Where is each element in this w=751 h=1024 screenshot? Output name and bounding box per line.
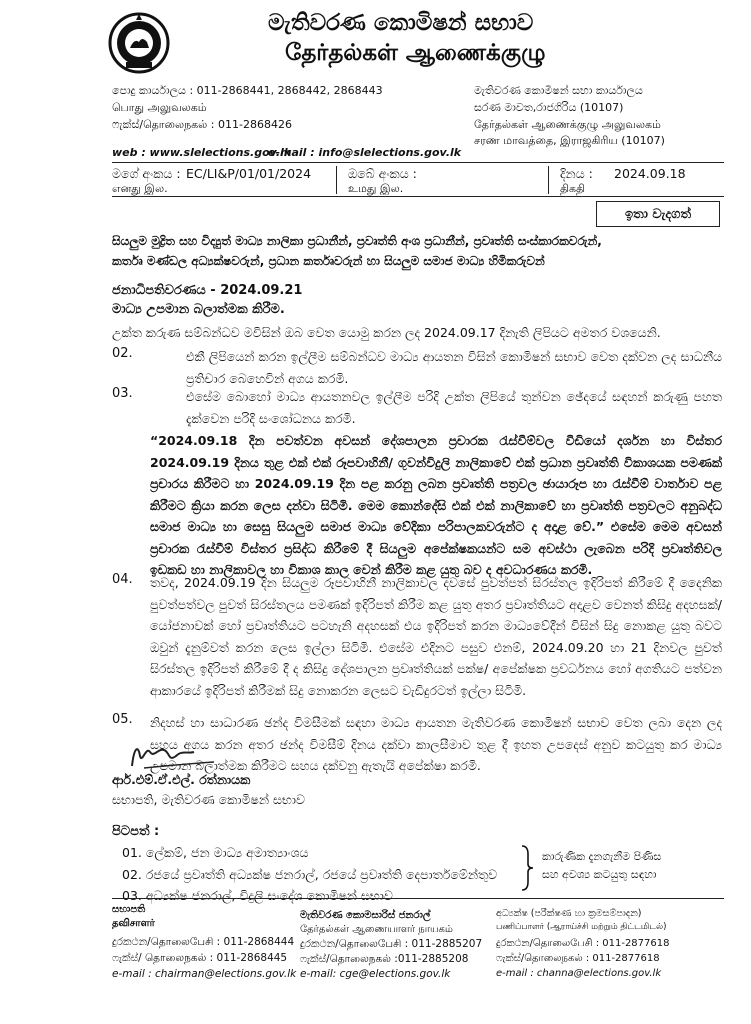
footer-chairman-title-tamil: தவிசாளர் (112, 918, 155, 929)
footer-chairman-email: e-mail : chairman@elections.gov.lk (112, 968, 297, 980)
handwritten-signature (124, 738, 244, 772)
website: web : www.slelections.gov.lk (112, 146, 292, 159)
general-office-phone: පොදු කාර්යාලය : 011-2868441, 2868442, 2868443 (112, 84, 383, 97)
signatory-title: සභාපති, මැතිවරණ කොමිෂන් සභාව (112, 792, 305, 807)
footer-director-email: e-mail : channa@elections.gov.lk (496, 968, 662, 979)
important-badge: ඉතා වැදගත් (596, 201, 720, 227)
copies-note-line-2: සහ අවශ්‍ය කටයුතු සඳහා (542, 868, 657, 881)
list-item: 02. රජයේ ප්‍රවෘත්ති අධ්‍යක්ෂ ජනරාල්, රජයේ ප්‍රවෘත්ති දෙපාර්තමේන්තුව (122, 866, 498, 882)
copies-list (122, 842, 497, 907)
footer-cge-email: e-mail: cge@elections.gov.lk (300, 968, 451, 980)
email: e-mail : info@slelections.gov.lk (268, 146, 462, 159)
org-title-sinhala: මැතිවරණ කොමිෂන් සභාව (268, 10, 534, 36)
your-no-label: ඔබේ අංකය : (348, 166, 417, 181)
para-04-text: තවද, 2024.09.19 දින සියලුම රූපවාහිනී නාලිකාවල දවසේ පුවත්පත් සිරස්තල ඉදිරිපත් කිරීමේ දී දෛනික පුවත්පත්වල පුවත් සිරස්තලය පමණක් ඉදිරිපත් කිරීම කළ යුතු අතර ප්‍රවෘත්තියට අදාළව වෙනත් කිසිදු අදහසක්/ යෝජනාවක් හෝ ප්‍රවෘත්තියට පටහැනි අදහසක් එය ඉදිරිපත් කරන මාධ්‍යවේදීන් විසින් සිදු නොකළ යුතු බවට ඔවුන් දැනුම්වත් කරන ලෙස ඉල්ලා සිටිමි. එසේම එදිනට පසුව එනම්, 2024.09.20 හා 21 දිනවල පුවත් සිරස්තල ඉදිරිපත් කිරීමේ දී ද කිසිදු දේශපාලන ප්‍රවෘත්තියක් පක්ෂ/ අපේක්ෂක ප්‍රවර්ධනය හෝ අගතියට පත්වන ආකාරයේ ඉදිරිපත් කිරීමක් සිදු නොකරන ලෙසට වැඩිදුරටත් ඉල්ලා සිටිමි. (150, 575, 722, 698)
footer-cge-title-tamil: தேர்தல்கள் ஆணையாளர் நாயகம் (300, 924, 453, 935)
quoted-paragraph: “2024.09.18 දින පවත්වන අවසන් දේශපාලන ප්‍රචාරක රැස්වීම්වල වීඩියෝ දර්ශන හා විස්තර 2024.09.19 දිනය තුළ එක් එක් රූපවාහිනී/ ගුවන්විදුලි නාලිකාවේ එක් ප්‍රධාන ප්‍රවෘත්ති විකාශයක පමණක් ප්‍රචාරය කිරීමට හා 2024.09.19 දින පළ කරනු ලබන ප්‍රවෘත්ති පත්‍රවල ඡායාරූප හා රැස්වීම් වාර්තාව පළ කිරීමට ක්‍රියා කරන ලෙස දන්වා සිටිමි. මෙම කොන්දේසි එක් එක් නාලිකාවේ හා ප්‍රවෘත්ති පත්‍රවලට අනුබද්ධ සමාජ මාධ්‍ය හා සෙසු සියලුම සමාජ මාධ්‍ය වේදිකා පරිපාලකවරුන්ට ද අදාළ වේ.” එසේම මෙම අවසන් ප්‍රචාරක රැස්වීම් විස්තර ප්‍රසිද්ධ කිරීමේ දී සියලුම අපේක්ෂකයන්ට සම අවස්ථා ලැබෙන පරිදි ප්‍රවෘත්තිවල ඉඩකඩ හා නාලිකාවල හා විකාශ කාල වෙන් කිරීම කළ යුතු බව ද අවධාරණය කරමි. (150, 433, 722, 577)
footer-rule (112, 898, 724, 899)
my-no-tamil: எனது இல. (112, 182, 168, 195)
sri-lanka-emblem-icon (108, 12, 170, 74)
office-address-tamil: சரண மாவத்தை, இராஜகிரிய (10107) (474, 134, 665, 147)
office-name-sinhala: මැතිවරණ කොමිෂන් සභා කාර්යාලය (474, 84, 643, 97)
para-05-number: 05. (112, 712, 133, 727)
para-02-text: එකී ලිපියෙන් කරන ඉල්ලීම සම්බන්ධව මාධ්‍ය ආයතන විසින් කොමිෂන් සභාව වෙත දක්වන ලද සාධනීය ප්‍රතිචාර බෙහෙවින් අගය කරමි. (186, 349, 722, 386)
list-item: 03. අධ්‍යක්ෂ ජනරාල්, විදුලි සංදේශ කොමිෂන් සභාව (122, 888, 393, 903)
ref-divider (336, 166, 337, 194)
date-label: දිනය : (560, 166, 593, 181)
para-03-text: එසේම බොහෝ මාධ්‍ය ආයතනවල ඉල්ලීම පරිදි උක්ත ලිපියේ තුන්වන ඡේදයේ සඳහන් කරුණු පහත දැක්වෙන පරිදි සංශෝධනය කරමි. (186, 389, 722, 426)
org-title-tamil: தேர்தல்கள் ஆணைக்குழு (285, 40, 546, 66)
subject-line-1: ජනාධිපතිවරණය - 2024.09.21 (112, 283, 303, 298)
footer-director-phone: දුරකථන/தொலைபேசி : 011-2877618 (496, 938, 670, 949)
footer-chairman-phone: දුරකථන/தொலைபேசி : 011-2868444 (112, 936, 295, 948)
header-rule (112, 162, 724, 163)
footer-cge-fax: ෆැක්ස්/தொலைநகல் :011-2885208 (300, 953, 469, 965)
office-name-tamil: தேர்தல்கள் ஆணைக்குழு அலுவலகம் (474, 118, 661, 131)
footer-cge-title: මැතිවරණ කොමසාරිස් ජනරාල් (300, 910, 431, 921)
subject-line-2: මාධ්‍ය උපමාන බලාත්මක කිරීම. (112, 302, 285, 317)
footer-director-fax: ෆැක්ස්/தொலைநகல் : 011-2877618 (496, 953, 660, 964)
footer-director-title-tamil: பணிப்பாளர் (ஆராய்ச்சி மற்றும் திட்டமிடல்) (496, 922, 667, 932)
date-value: 2024.09.18 (614, 166, 686, 181)
intro-paragraph: උක්ත කරුණ සම්බන්ධව මවිසින් ඔබ වෙත යොමු කරන ලද 2024.09.17 දිනැති ලිපියට අමතර වශයෙනි. (112, 325, 661, 340)
footer-chairman-fax: ෆැක්ස්/ தொலைநகல் : 011-2868445 (112, 952, 288, 964)
footer-chairman-title: සභාපති (112, 904, 146, 915)
fax-number: ෆැක්ස්/தொலைநகல் : 011-2868426 (112, 118, 292, 131)
addressee-line-2: කර්තෘ මණ්ඩල අධ්‍යක්ෂවරුන්, ප්‍රධාන කර්තෘවරුන් හා සියලුම සමාජ මාධ්‍ය හිමිකරුවන් (112, 254, 545, 268)
ref-rule (112, 196, 724, 197)
para-02-number: 02. (112, 346, 133, 361)
date-tamil: திகதி (560, 182, 586, 195)
your-no-tamil: உமது இல. (348, 182, 404, 195)
addressee-line-1: සියලුම මුද්‍රිත සහ විද්‍යුත් මාධ්‍ය නාලිකා ප්‍රධානීන්, ප්‍රවෘත්ති අංශ ප්‍රධානීන්, ප්‍රවෘත්ති සංස්කාරකවරුන්, (112, 234, 602, 248)
my-no-label: මගේ අංකය : (112, 166, 181, 181)
footer-cge-phone: දුරකථන/தொலைபேசி : 011-2885207 (300, 938, 483, 950)
copies-label: පිටපත් : (112, 824, 160, 839)
right-brace-icon (520, 844, 534, 892)
general-office-tamil: பொது அலுவலகம் (112, 101, 207, 114)
footer-director-title: අධ්‍යක්ෂ (පරීක්ෂණ හා ක්‍රමසම්පාදන) (496, 908, 642, 919)
office-address-sinhala: සරණ මාවත,රාජගිරිය (10107) (474, 101, 624, 114)
ref-divider (548, 166, 549, 194)
signatory-name: ආර්.එම්.ඒ.එල්. රත්නායක (112, 772, 251, 787)
list-item: 01. ලේකම්, ජන මාධ්‍ය අමාත්‍යාංශය (122, 845, 309, 860)
para-03-number: 03. (112, 386, 133, 401)
copies-note-line-1: කාරුණික දැනගැනීම පිණිස (542, 850, 662, 863)
my-no-value: EC/LI&P/01/01/2024 (186, 166, 312, 181)
para-04-number: 04. (112, 572, 133, 587)
para-05-text: නිදහස් හා සාධාරණ ඡන්ද විමසීමක් සඳහා මාධ්‍ය ආයතන මැතිවරණ කොමිෂන් සභාව වෙත ලබා දෙන ලද සහය අගය කරන අතර ඡන්ද විමසීම් දිනය දක්වා කාලසීමාව තුළ දී ඉහත උපදෙස් අනුව කටයුතු කර මාධ්‍ය උපමාන බලාත්මක කිරීමට සහය දක්වනු ඇතැයි අපේක්ෂා කරමි. (150, 715, 722, 773)
